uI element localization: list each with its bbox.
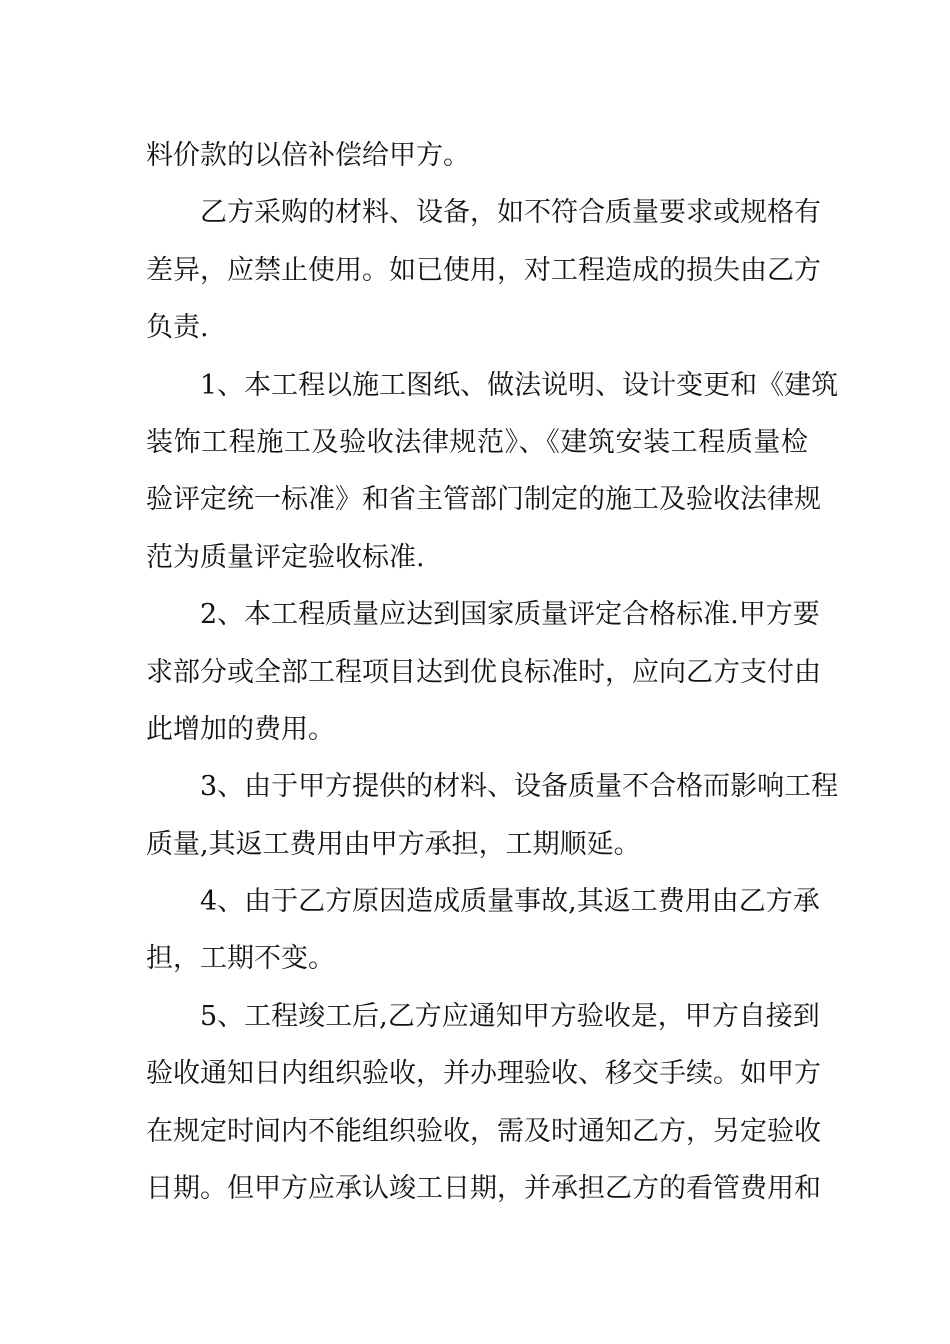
text-line: 1、本工程以施工图纸、做法说明、设计变更和《建筑 xyxy=(200,369,839,401)
text-line: 负责. xyxy=(146,312,209,344)
text-line: 差异，应禁止使用。如已使用，对工程造成的损失由乙方 xyxy=(146,254,821,286)
text-line: 担，工期不变。 xyxy=(146,943,335,975)
text-line: 范为质量评定验收标准. xyxy=(146,541,425,573)
text-line: 料价款的以倍补偿给甲方。 xyxy=(146,140,470,171)
text-line: 5、工程竣工后,乙方应通知甲方验收是，甲方自接到 xyxy=(200,1000,820,1032)
text-line: 乙方采购的材料、设备，如不符合质量要求或规格有 xyxy=(200,197,821,229)
text-line: 验收通知日内组织验收，并办理验收、移交手续。如甲方 xyxy=(146,1058,821,1090)
text-line: 在规定时间内不能组织验收，需及时通知乙方，另定验收 xyxy=(146,1115,821,1147)
text-line: 装饰工程施工及验收法律规范》、《建筑安装工程质量检 xyxy=(146,426,808,458)
text-line: 日期。但甲方应承认竣工日期，并承担乙方的看管费用和 xyxy=(146,1173,821,1205)
text-line: 此增加的费用。 xyxy=(146,713,335,745)
text-line: 4、由于乙方原因造成质量事故,其返工费用由乙方承 xyxy=(200,886,820,918)
text-line: 2、本工程质量应达到国家质量评定合格标准.甲方要 xyxy=(200,599,820,631)
document-body xyxy=(146,127,839,1217)
text-line: 质量,其返工费用由甲方承担，工期顺延。 xyxy=(146,828,641,860)
text-line: 求部分或全部工程项目达到优良标准时，应向乙方支付由 xyxy=(146,656,821,688)
text-line: 3、由于甲方提供的材料、设备质量不合格而影响工程 xyxy=(200,771,839,803)
text-line: 验评定统一标准》和省主管部门制定的施工及验收法律规 xyxy=(146,484,821,516)
